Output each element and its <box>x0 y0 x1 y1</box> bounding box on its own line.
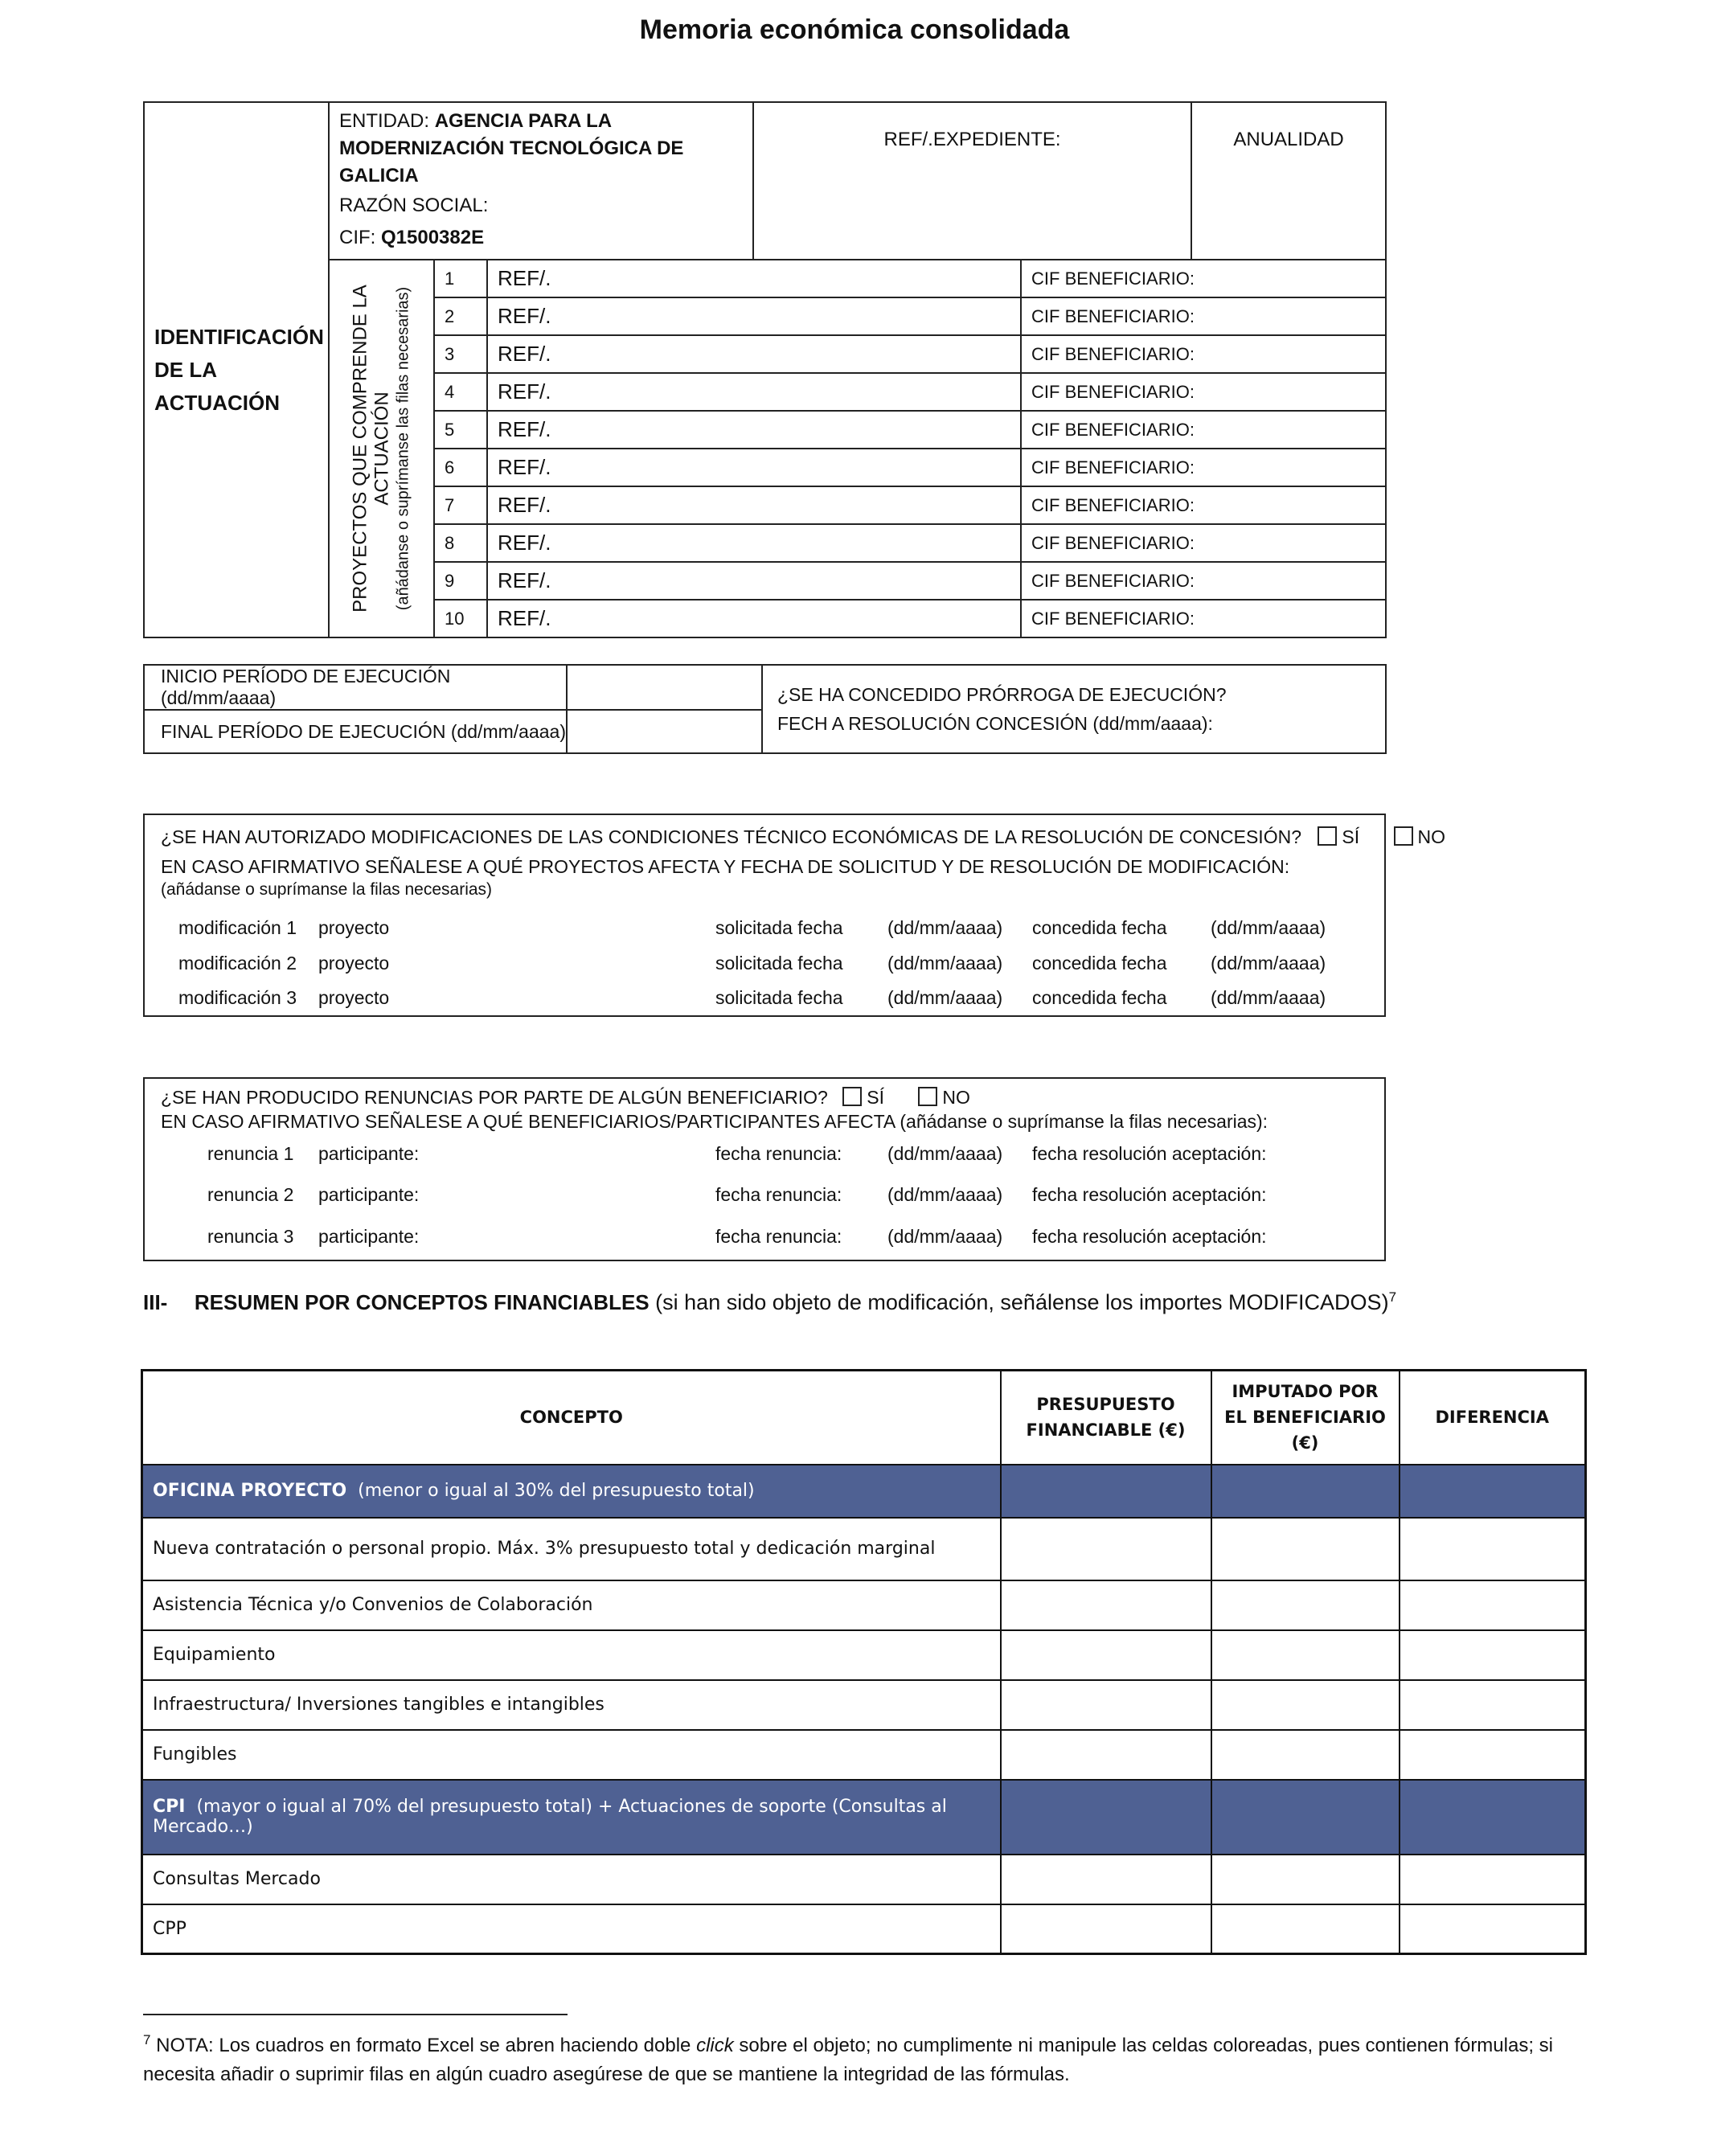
concept-cell: Nueva contratación o personal propio. Máx. 3% presupuesto total y dedicación marginal <box>142 1518 1001 1580</box>
table-row <box>142 1855 1586 1904</box>
page-title: Memoria económica consolidada <box>639 14 1070 45</box>
cif-label: CIF: <box>339 227 376 248</box>
razon-social-label: RAZÓN SOCIAL: <box>339 195 489 216</box>
modificacion-fecha-solicitud[interactable]: (dd/mm/aaaa) <box>887 917 1003 938</box>
project-row-number: 8 <box>434 524 487 562</box>
presupuesto-cell <box>1001 1465 1211 1518</box>
modificacion-fecha-solicitud[interactable]: (dd/mm/aaaa) <box>887 953 1003 973</box>
ref-expediente-cell[interactable] <box>753 102 1191 260</box>
footnote-text-1: NOTA: Los cuadros en formato Excel se abren haciendo doble <box>156 2035 691 2056</box>
footnote-separator <box>143 2014 568 2015</box>
renuncias-instruction: EN CASO AFIRMATIVO SEÑALESE A QUÉ BENEFICIARIOS/PARTICIPANTES AFECTA (añádanse o suprímanse la filas necesarias): <box>161 1111 1268 1132</box>
project-cif-field[interactable]: CIF BENEFICIARIO: <box>1021 373 1386 411</box>
table-row <box>142 1580 1586 1630</box>
modificaciones-no-checkbox[interactable] <box>1394 826 1413 846</box>
diferencia-cell[interactable] <box>1400 1904 1586 1954</box>
imputado-cell <box>1211 1465 1400 1518</box>
project-row-number: 4 <box>434 373 487 411</box>
renuncia-fecha-label: fecha renuncia: <box>715 1184 842 1205</box>
diferencia-cell[interactable] <box>1400 1680 1586 1730</box>
project-row-number: 7 <box>434 486 487 524</box>
anualidad-cell[interactable] <box>1191 102 1386 260</box>
presupuesto-cell[interactable] <box>1001 1580 1211 1630</box>
renuncias-box <box>143 1077 1386 1261</box>
presupuesto-cell[interactable] <box>1001 1518 1211 1580</box>
project-cif-field[interactable]: CIF BENEFICIARIO: <box>1021 411 1386 449</box>
renuncia-label: renuncia 3 <box>207 1226 294 1247</box>
diferencia-cell[interactable] <box>1400 1630 1586 1680</box>
project-ref-field[interactable]: REF/. <box>487 373 1021 411</box>
modificacion-proyecto[interactable]: proyecto <box>318 987 390 1008</box>
renuncia-fecha-label: fecha renuncia: <box>715 1226 842 1247</box>
renuncia-resolucion[interactable]: fecha resolución aceptación: <box>1032 1184 1267 1205</box>
section-title: RESUMEN POR CONCEPTOS FINANCIABLES <box>194 1290 650 1314</box>
proyectos-vertical-label <box>329 260 434 637</box>
renuncia-resolucion[interactable]: fecha resolución aceptación: <box>1032 1143 1267 1164</box>
diferencia-cell <box>1400 1780 1586 1855</box>
concept-cell: Consultas Mercado <box>142 1855 1001 1904</box>
proyectos-note: (añádanse o suprímanse las filas necesarias) <box>394 286 412 611</box>
footnote <box>143 2026 1582 2089</box>
concept-cell: Equipamiento <box>142 1630 1001 1680</box>
modificaciones-instruction: EN CASO AFIRMATIVO SEÑALESE A QUÉ PROYECTOS AFECTA Y FECHA DE SOLICITUD Y DE RESOLUCIÓN DE MODIFICACIÓN: <box>161 856 1290 877</box>
project-ref-field[interactable]: REF/. <box>487 411 1021 449</box>
modificaciones-note: (añádanse o suprímanse la filas necesarias) <box>161 880 493 899</box>
final-periodo-label: FINAL PERÍODO DE EJECUCIÓN (dd/mm/aaaa) <box>144 710 567 753</box>
anualidad-label: ANUALIDAD <box>1233 129 1344 150</box>
modificacion-fecha-concesion[interactable]: (dd/mm/aaaa) <box>1211 987 1326 1008</box>
diferencia-cell[interactable] <box>1400 1855 1586 1904</box>
project-row-number: 9 <box>434 562 487 600</box>
period-table <box>143 664 1387 754</box>
project-row-number: 6 <box>434 449 487 486</box>
table-row <box>142 1465 1586 1518</box>
project-cif-field[interactable]: CIF BENEFICIARIO: <box>1021 600 1386 637</box>
footnote-ref: 7 <box>1388 1289 1397 1305</box>
renuncia-fecha-label: fecha renuncia: <box>715 1143 842 1164</box>
table-row <box>142 1904 1586 1954</box>
project-ref-field[interactable]: REF/. <box>487 562 1021 600</box>
table-row <box>142 1680 1586 1730</box>
presupuesto-cell[interactable] <box>1001 1855 1211 1904</box>
modificacion-concedida: concedida fecha <box>1032 953 1167 973</box>
imputado-cell[interactable] <box>1211 1730 1400 1780</box>
entidad-value: AGENCIA PARA LA MODERNIZACIÓN TECNOLÓGICA DE GALICIA <box>339 110 684 186</box>
imputado-cell[interactable] <box>1211 1680 1400 1730</box>
renuncia-label: renuncia 2 <box>207 1184 294 1205</box>
modificacion-concedida: concedida fecha <box>1032 987 1167 1008</box>
project-row-number: 1 <box>434 260 487 297</box>
renuncia-participante[interactable]: participante: <box>318 1226 420 1247</box>
ref-expediente-label: REF/.EXPEDIENTE: <box>883 129 1061 150</box>
imputado-cell[interactable] <box>1211 1580 1400 1630</box>
final-periodo-field[interactable] <box>567 710 762 753</box>
inicio-periodo-label: INICIO PERÍODO DE EJECUCIÓN (dd/mm/aaaa) <box>144 665 567 710</box>
modificacion-fecha-concesion[interactable]: (dd/mm/aaaa) <box>1211 917 1326 938</box>
renuncia-fecha-field[interactable]: (dd/mm/aaaa) <box>887 1184 1003 1205</box>
table-row <box>142 1730 1586 1780</box>
cif-value: Q1500382E <box>381 227 485 248</box>
diferencia-cell <box>1400 1465 1586 1518</box>
project-ref-field[interactable]: REF/. <box>487 449 1021 486</box>
modificacion-proyecto[interactable]: proyecto <box>318 953 390 973</box>
prorroga-cell <box>762 665 1386 753</box>
renuncias-question: ¿SE HAN PRODUCIDO RENUNCIAS POR PARTE DE ALGÚN BENEFICIARIO? <box>161 1087 828 1108</box>
project-ref-field[interactable]: REF/. <box>487 260 1021 297</box>
imputado-cell <box>1211 1780 1400 1855</box>
concept-cell: Asistencia Técnica y/o Convenios de Colaboración <box>142 1580 1001 1630</box>
identification-table <box>143 101 1387 638</box>
modificaciones-no-label: NO <box>1417 826 1446 847</box>
presupuesto-cell[interactable] <box>1001 1630 1211 1680</box>
renuncia-fecha-field[interactable]: (dd/mm/aaaa) <box>887 1143 1003 1164</box>
modificacion-proyecto[interactable]: proyecto <box>318 917 390 938</box>
imputado-cell[interactable] <box>1211 1855 1400 1904</box>
project-row-number: 3 <box>434 335 487 373</box>
project-ref-field[interactable]: REF/. <box>487 297 1021 335</box>
project-ref-field[interactable]: REF/. <box>487 335 1021 373</box>
project-cif-field[interactable]: CIF BENEFICIARIO: <box>1021 562 1386 600</box>
renuncia-resolucion[interactable]: fecha resolución aceptación: <box>1032 1226 1267 1247</box>
renuncia-participante[interactable]: participante: <box>318 1184 420 1205</box>
project-row-number: 2 <box>434 297 487 335</box>
modificaciones-question: ¿SE HAN AUTORIZADO MODIFICACIONES DE LAS CONDICIONES TÉCNICO ECONÓMICAS DE LA RESOLUCIÓN DE CONCESIÓN? <box>161 826 1301 847</box>
concept-cell: CPP <box>142 1904 1001 1954</box>
presupuesto-cell[interactable] <box>1001 1904 1211 1954</box>
renuncias-si-checkbox[interactable] <box>842 1087 862 1106</box>
project-cif-field[interactable]: CIF BENEFICIARIO: <box>1021 486 1386 524</box>
footnote-text-2: sobre el objeto; no cumplimente ni manipule las celdas coloreadas, pues contienen fórmulas; si necesita añadir o suprimir filas en algún cuadro asegúrese de que se mantiene la integridad de las fórmulas. <box>143 2035 1553 2085</box>
entity-cell <box>329 102 753 260</box>
concept-cell: Infraestructura/ Inversiones tangibles e intangibles <box>142 1680 1001 1730</box>
modificacion-label: modificación 3 <box>178 987 297 1008</box>
renuncia-participante[interactable]: participante: <box>318 1143 420 1164</box>
concept-cell: Fungibles <box>142 1730 1001 1780</box>
project-cif-field[interactable]: CIF BENEFICIARIO: <box>1021 335 1386 373</box>
imputado-cell[interactable] <box>1211 1518 1400 1580</box>
section-iii-heading <box>143 1289 1396 1315</box>
modificacion-solicitada: solicitada fecha <box>715 917 843 938</box>
imputado-cell[interactable] <box>1211 1630 1400 1680</box>
modificacion-label: modificación 2 <box>178 953 297 973</box>
footnote-italic: click <box>696 2035 734 2056</box>
section-number: III- <box>143 1290 168 1314</box>
project-ref-field[interactable]: REF/. <box>487 524 1021 562</box>
table-row <box>142 1780 1586 1855</box>
renuncia-label: renuncia 1 <box>207 1143 294 1164</box>
concept-cell: CPI (mayor o igual al 70% del presupuesto total) + Actuaciones de soporte (Consultas al Mercado…) <box>142 1780 1001 1855</box>
project-cif-field[interactable]: CIF BENEFICIARIO: <box>1021 260 1386 297</box>
project-ref-field[interactable]: REF/. <box>487 486 1021 524</box>
header-imputado: IMPUTADO POR EL BENEFICIARIO (€) <box>1211 1371 1400 1465</box>
section-subtitle: (si han sido objeto de modificación, señálense los importes MODIFICADOS) <box>655 1290 1389 1314</box>
imputado-cell[interactable] <box>1211 1904 1400 1954</box>
renuncia-fecha-field[interactable]: (dd/mm/aaaa) <box>887 1226 1003 1247</box>
presupuesto-cell <box>1001 1780 1211 1855</box>
identification-label: IDENTIFICACIÓN DE LA ACTUACIÓN <box>144 102 329 637</box>
presupuesto-cell[interactable] <box>1001 1680 1211 1730</box>
renuncias-no-label: NO <box>942 1087 970 1108</box>
diferencia-cell[interactable] <box>1400 1730 1586 1780</box>
financial-summary-table <box>141 1369 1587 1955</box>
table-row <box>142 1630 1586 1680</box>
project-row-number: 5 <box>434 411 487 449</box>
renuncias-no-checkbox[interactable] <box>918 1087 937 1106</box>
inicio-periodo-field[interactable] <box>567 665 762 710</box>
modificacion-fecha-solicitud[interactable]: (dd/mm/aaaa) <box>887 987 1003 1008</box>
prorroga-question: ¿SE HA CONCEDIDO PRÓRROGA DE EJECUCIÓN? <box>777 684 1227 705</box>
modificacion-fecha-concesion[interactable]: (dd/mm/aaaa) <box>1211 953 1326 973</box>
renuncias-si-label: SÍ <box>867 1087 884 1108</box>
fecha-resolucion-label: FECH A RESOLUCIÓN CONCESIÓN (dd/mm/aaaa): <box>777 713 1213 734</box>
modificacion-label: modificación 1 <box>178 917 297 938</box>
modificaciones-box <box>143 814 1446 1017</box>
project-ref-field[interactable]: REF/. <box>487 600 1021 637</box>
header-diferencia: DIFERENCIA <box>1400 1371 1586 1465</box>
modificaciones-si-label: SÍ <box>1342 826 1360 847</box>
entidad-label: ENTIDAD: <box>339 110 430 132</box>
modificaciones-si-checkbox[interactable] <box>1318 826 1337 846</box>
modificacion-solicitada: solicitada fecha <box>715 953 843 973</box>
diferencia-cell[interactable] <box>1400 1580 1586 1630</box>
header-presupuesto: PRESUPUESTO FINANCIABLE (€) <box>1001 1371 1211 1465</box>
table-row <box>142 1518 1586 1580</box>
footnote-number: 7 <box>143 2032 151 2047</box>
header-concepto: CONCEPTO <box>142 1371 1001 1465</box>
modificacion-concedida: concedida fecha <box>1032 917 1167 938</box>
presupuesto-cell[interactable] <box>1001 1730 1211 1780</box>
diferencia-cell[interactable] <box>1400 1518 1586 1580</box>
project-cif-field[interactable]: CIF BENEFICIARIO: <box>1021 524 1386 562</box>
concept-cell: OFICINA PROYECTO (menor o igual al 30% del presupuesto total) <box>142 1465 1001 1518</box>
modificacion-solicitada: solicitada fecha <box>715 987 843 1008</box>
project-cif-field[interactable]: CIF BENEFICIARIO: <box>1021 449 1386 486</box>
proyectos-label: PROYECTOS QUE COMPRENDE LA ACTUACIÓN <box>349 285 392 613</box>
project-row-number: 10 <box>434 600 487 637</box>
project-cif-field[interactable]: CIF BENEFICIARIO: <box>1021 297 1386 335</box>
